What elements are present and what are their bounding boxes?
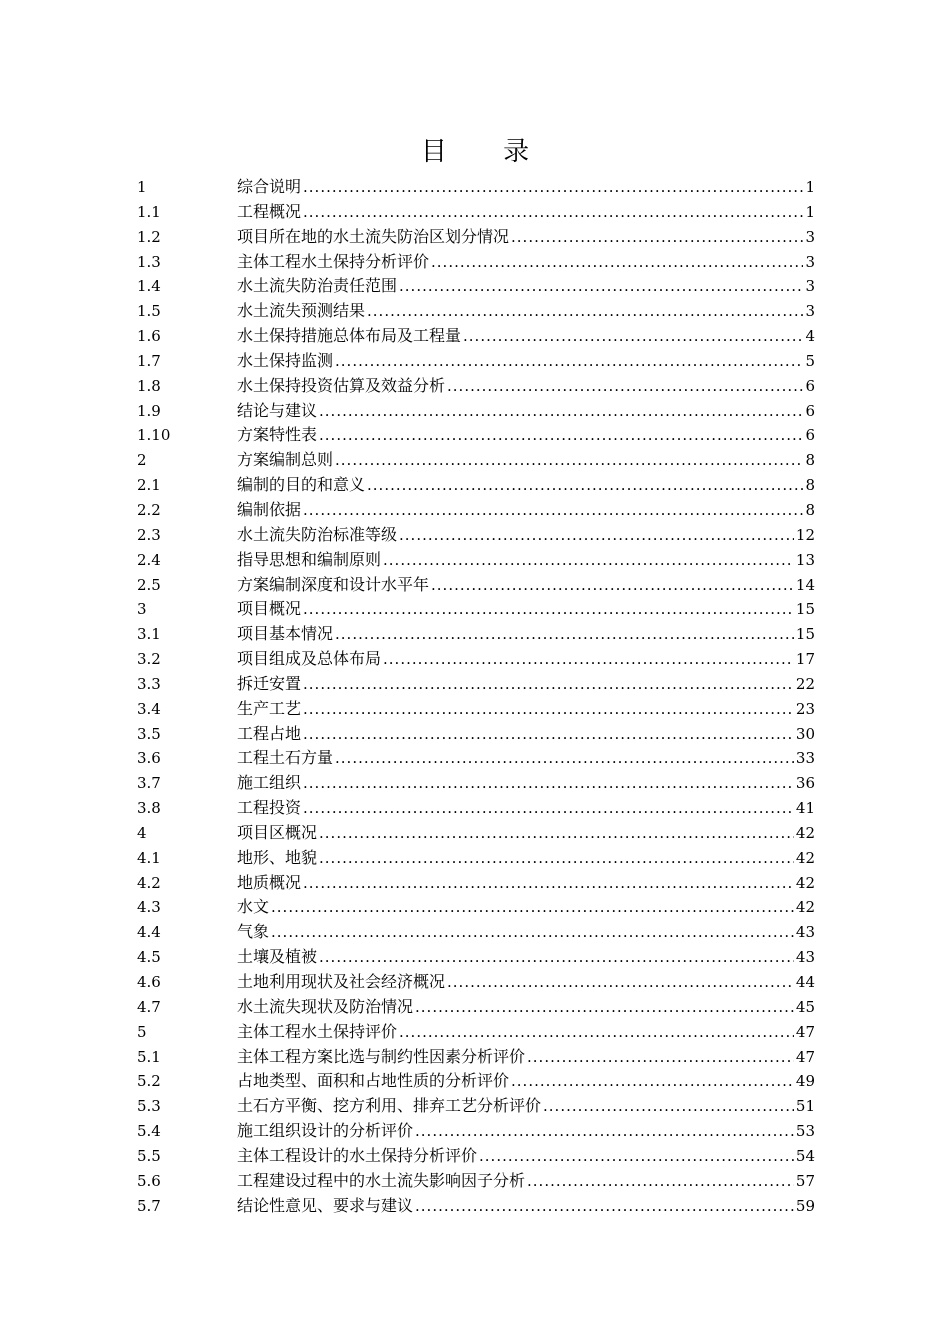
- toc-dot-leader: [543, 1094, 794, 1119]
- toc-entry[interactable]: [137, 1169, 815, 1194]
- toc-entry[interactable]: [137, 1194, 815, 1219]
- toc-entry-number: 5.7: [137, 1196, 161, 1215]
- toc-dot-leader: [431, 250, 803, 275]
- toc-entry-number: 2.3: [137, 525, 161, 544]
- toc-entry-number: 4: [137, 823, 147, 842]
- toc-entry[interactable]: [137, 523, 815, 548]
- toc-entry-number: 4.6: [137, 973, 161, 991]
- toc-entry-title: 水土流失防治标准等级: [237, 524, 398, 544]
- toc-entry-page-number: 15: [795, 600, 815, 619]
- toc-entry-title: 主体工程方案比选与制约性因素分析评价: [237, 1046, 526, 1066]
- toc-entry-number: 5.1: [137, 1047, 161, 1066]
- toc-entry[interactable]: [137, 423, 815, 448]
- toc-entry[interactable]: [137, 970, 815, 995]
- toc-dot-leader: [511, 1069, 794, 1094]
- toc-entry-title: 土壤及植被: [237, 947, 318, 967]
- toc-entry-number: 1.4: [137, 277, 161, 296]
- toc-entry[interactable]: [137, 473, 815, 498]
- toc-entry-title: 项目概况: [237, 599, 302, 619]
- toc-entry-page-number: 30: [795, 724, 815, 743]
- toc-entry-title: 土地利用现状及社会经济概况: [237, 972, 446, 991]
- toc-dot-leader: [303, 597, 794, 622]
- toc-entry-page-number: 54: [795, 1146, 815, 1165]
- toc-entry[interactable]: [137, 225, 815, 250]
- toc-entry-page-number: 49: [795, 1072, 815, 1091]
- toc-entry-title: 结论性意见、要求与建议: [237, 1195, 414, 1215]
- toc-dot-leader: [399, 523, 794, 548]
- toc-entry-number: 5.4: [137, 1122, 161, 1141]
- toc-entry-page-number: 3: [805, 277, 815, 296]
- toc-entry-page-number: 59: [795, 1196, 815, 1215]
- toc-dot-leader: [271, 920, 794, 945]
- toc-entry-number: 1.3: [137, 252, 161, 271]
- toc-entry-page-number: 4: [805, 327, 815, 346]
- toc-entry-page-number: 41: [795, 799, 815, 818]
- toc-entry-number: 1.7: [137, 351, 161, 370]
- toc-dot-leader: [383, 647, 794, 672]
- toc-entry-page-number: 8: [805, 476, 815, 495]
- toc-entry-page-number: 43: [795, 948, 815, 967]
- toc-dot-leader: [415, 995, 794, 1020]
- toc-dot-leader: [463, 324, 803, 349]
- toc-dot-leader: [367, 473, 803, 498]
- toc-entry-title: 施工组织设计的分析评价: [237, 1121, 414, 1141]
- toc-entry-title: 土石方平衡、挖方利用、排弃工艺分析评价: [237, 1096, 542, 1116]
- toc-entry-title: 拆迁安置: [237, 673, 302, 693]
- toc-entry[interactable]: [137, 1045, 815, 1070]
- toc-entry-number: 3.5: [137, 724, 161, 743]
- toc-entry[interactable]: [137, 1094, 815, 1119]
- toc-entry-number: 5.5: [137, 1146, 161, 1165]
- toc-entry-title: 水土流失现状及防治情况: [237, 996, 414, 1016]
- toc-dot-leader: [271, 895, 794, 920]
- toc-entry-page-number: 43: [795, 923, 815, 942]
- toc-entry-title: 地质概况: [237, 872, 302, 892]
- toc-entry-number: 4.5: [137, 948, 161, 967]
- toc-entry-title: 综合说明: [237, 177, 302, 196]
- toc-entry-page-number: 51: [795, 1097, 815, 1116]
- toc-entry-page-number: 1: [805, 178, 815, 196]
- toc-dot-leader: [511, 225, 803, 250]
- toc-entry-number: 3.3: [137, 674, 161, 693]
- toc-entry-number: 1.8: [137, 376, 161, 395]
- toc-entry-title: 气象: [237, 922, 270, 942]
- toc-entry-number: 3.8: [137, 799, 161, 818]
- toc-entry-page-number: 1: [805, 202, 815, 221]
- toc-entry-title: 地形、地貌: [237, 847, 318, 867]
- toc-entry-page-number: 6: [805, 376, 815, 395]
- toc-entry-page-number: 5: [805, 351, 815, 370]
- toc-entry[interactable]: [137, 771, 815, 796]
- toc-entry-number: 3.1: [137, 625, 161, 644]
- toc-entry[interactable]: [137, 796, 815, 821]
- toc-entry-page-number: 42: [795, 823, 815, 842]
- toc-dot-leader: [335, 746, 794, 771]
- toc-entry-page-number: 33: [795, 749, 815, 768]
- toc-dot-leader: [303, 771, 794, 796]
- toc-entry-page-number: 44: [795, 973, 815, 991]
- toc-entry-title: 水土流失防治责任范围: [237, 276, 398, 296]
- table-of-contents: [137, 175, 815, 1218]
- toc-entry[interactable]: [137, 1119, 815, 1144]
- toc-entry-number: 4.4: [137, 923, 161, 942]
- toc-entry-title: 项目基本情况: [237, 624, 334, 644]
- toc-entry-number: 3.7: [137, 774, 161, 793]
- toc-entry-title: 项目区概况: [237, 822, 318, 842]
- toc-dot-leader: [303, 871, 794, 896]
- toc-entry-number: 4.2: [137, 873, 161, 892]
- toc-dot-leader: [447, 374, 803, 399]
- toc-entry-number: 1.6: [137, 327, 161, 346]
- toc-entry-page-number: 3: [805, 227, 815, 246]
- toc-entry-page-number: 42: [795, 848, 815, 867]
- toc-entry-page-number: 6: [805, 401, 815, 420]
- toc-dot-leader: [383, 548, 794, 573]
- toc-entry-page-number: 45: [795, 997, 815, 1016]
- toc-dot-leader: [319, 399, 803, 424]
- toc-entry[interactable]: [137, 821, 815, 846]
- toc-entry-page-number: 47: [795, 1047, 815, 1066]
- toc-entry-title: 占地类型、面积和占地性质的分析评价: [237, 1071, 510, 1091]
- toc-entry[interactable]: [137, 1144, 815, 1169]
- toc-entry-title: 水土保持监测: [237, 350, 334, 370]
- toc-entry-title: 生产工艺: [237, 698, 302, 718]
- toc-entry-page-number: 57: [795, 1171, 815, 1190]
- toc-entry[interactable]: [137, 324, 815, 349]
- toc-entry[interactable]: [137, 945, 815, 970]
- toc-dot-leader: [399, 274, 803, 299]
- page-title: 目 录: [420, 137, 554, 167]
- toc-entry-title: 水土流失预测结果: [237, 301, 366, 321]
- toc-entry-number: 1: [137, 178, 147, 196]
- toc-dot-leader: [415, 1119, 794, 1144]
- toc-entry-title: 方案特性表: [237, 425, 318, 445]
- toc-entry[interactable]: [137, 200, 815, 225]
- toc-entry[interactable]: [137, 871, 815, 896]
- toc-entry-title: 水文: [237, 897, 270, 917]
- toc-entry-page-number: 8: [805, 451, 815, 470]
- toc-entry-page-number: 47: [795, 1022, 815, 1041]
- toc-entry-number: 1.5: [137, 302, 161, 321]
- toc-dot-leader: [319, 821, 794, 846]
- toc-dot-leader: [527, 1045, 794, 1070]
- toc-entry[interactable]: [137, 349, 815, 374]
- toc-entry-title: 结论与建议: [237, 400, 318, 420]
- toc-entry[interactable]: [137, 920, 815, 945]
- toc-entry[interactable]: [137, 448, 815, 473]
- toc-entry-number: 3: [137, 600, 147, 619]
- toc-dot-leader: [447, 970, 794, 995]
- toc-entry[interactable]: [137, 622, 815, 647]
- toc-entry-number: 2.4: [137, 550, 161, 569]
- toc-entry-page-number: 15: [795, 625, 815, 644]
- toc-dot-leader: [303, 722, 794, 747]
- toc-entry[interactable]: [137, 1020, 815, 1045]
- toc-dot-leader: [303, 672, 794, 697]
- toc-dot-leader: [367, 299, 803, 324]
- toc-entry-title: 水土保持投资估算及效益分析: [237, 375, 446, 395]
- toc-entry[interactable]: [137, 175, 815, 200]
- toc-entry-page-number: 23: [795, 699, 815, 718]
- toc-entry[interactable]: [137, 722, 815, 747]
- toc-entry-page-number: 12: [795, 525, 815, 544]
- toc-dot-leader: [303, 796, 794, 821]
- toc-entry-number: 3.4: [137, 699, 161, 718]
- toc-entry-page-number: 36: [795, 774, 815, 793]
- toc-entry-page-number: 3: [805, 252, 815, 271]
- toc-dot-leader: [319, 423, 803, 448]
- toc-entry-title: 水土保持措施总体布局及工程量: [237, 326, 462, 346]
- toc-dot-leader: [399, 1020, 794, 1045]
- toc-entry-title: 工程土石方量: [237, 748, 334, 768]
- toc-entry-number: 3.2: [137, 650, 161, 669]
- toc-entry-title: 主体工程设计的水土保持分析评价: [237, 1145, 478, 1165]
- toc-entry-title: 工程概况: [237, 201, 302, 221]
- toc-entry-title: 方案编制深度和设计水平年: [237, 574, 430, 594]
- toc-entry-number: 2.1: [137, 476, 161, 495]
- toc-entry-title: 指导思想和编制原则: [237, 549, 382, 569]
- toc-entry[interactable]: [137, 895, 815, 920]
- toc-dot-leader: [303, 175, 803, 200]
- toc-dot-leader: [303, 498, 803, 523]
- toc-dot-leader: [527, 1169, 794, 1194]
- toc-entry-number: 1.2: [137, 227, 161, 246]
- toc-entry[interactable]: [137, 697, 815, 722]
- toc-entry[interactable]: [137, 548, 815, 573]
- toc-entry-title: 主体工程水土保持分析评价: [237, 251, 430, 271]
- toc-entry-number: 5.2: [137, 1072, 161, 1091]
- toc-entry-title: 工程建设过程中的水土流失影响因子分析: [237, 1170, 526, 1190]
- toc-dot-leader: [479, 1144, 794, 1169]
- toc-entry[interactable]: [137, 250, 815, 275]
- toc-entry[interactable]: [137, 399, 815, 424]
- toc-entry[interactable]: [137, 299, 815, 324]
- toc-entry-title: 编制的目的和意义: [237, 475, 366, 495]
- toc-entry-page-number: 6: [805, 426, 815, 445]
- toc-entry-title: 工程投资: [237, 798, 302, 818]
- toc-entry[interactable]: [137, 1069, 815, 1094]
- toc-entry-number: 1.10: [137, 426, 171, 445]
- toc-entry-page-number: 53: [795, 1122, 815, 1141]
- toc-entry[interactable]: [137, 647, 815, 672]
- toc-entry-number: 4.3: [137, 898, 161, 917]
- toc-entry[interactable]: [137, 274, 815, 299]
- toc-entry-title: 项目所在地的水土流失防治区划分情况: [237, 226, 510, 246]
- toc-entry-number: 3.6: [137, 749, 161, 768]
- toc-entry[interactable]: [137, 995, 815, 1020]
- toc-entry-page-number: 14: [795, 575, 815, 594]
- toc-entry[interactable]: [137, 573, 815, 598]
- toc-entry-title: 工程占地: [237, 723, 302, 743]
- toc-entry-page-number: 3: [805, 302, 815, 321]
- toc-dot-leader: [415, 1194, 794, 1219]
- toc-entry-title: 施工组织: [237, 773, 302, 793]
- toc-dot-leader: [319, 945, 794, 970]
- toc-entry-number: 2.5: [137, 575, 161, 594]
- toc-dot-leader: [335, 448, 803, 473]
- toc-entry[interactable]: [137, 672, 815, 697]
- toc-entry-number: 5: [137, 1022, 147, 1041]
- toc-dot-leader: [303, 200, 803, 225]
- toc-entry-page-number: 42: [795, 898, 815, 917]
- toc-dot-leader: [319, 846, 794, 871]
- toc-dot-leader: [335, 622, 794, 647]
- toc-entry-page-number: 8: [805, 500, 815, 519]
- toc-entry-number: 2.2: [137, 500, 161, 519]
- toc-entry-number: 1.9: [137, 401, 161, 420]
- toc-dot-leader: [303, 697, 794, 722]
- toc-entry[interactable]: [137, 746, 815, 771]
- toc-entry-number: 4.7: [137, 997, 161, 1016]
- toc-entry-number: 5.3: [137, 1097, 161, 1116]
- toc-entry[interactable]: [137, 498, 815, 523]
- toc-entry[interactable]: [137, 597, 815, 622]
- toc-entry-title: 编制依据: [237, 499, 302, 519]
- toc-entry-number: 2: [137, 451, 147, 470]
- toc-entry-page-number: 22: [795, 674, 815, 693]
- toc-entry-title: 方案编制总则: [237, 450, 334, 470]
- toc-entry-number: 1.1: [137, 202, 161, 221]
- toc-entry-page-number: 13: [795, 550, 815, 569]
- toc-entry-title: 主体工程水土保持评价: [237, 1021, 398, 1041]
- toc-entry-page-number: 17: [795, 650, 815, 669]
- toc-dot-leader: [335, 349, 803, 374]
- toc-entry[interactable]: [137, 846, 815, 871]
- toc-entry-page-number: 42: [795, 873, 815, 892]
- toc-entry-number: 4.1: [137, 848, 161, 867]
- toc-dot-leader: [431, 573, 794, 598]
- toc-entry[interactable]: [137, 374, 815, 399]
- toc-entry-number: 5.6: [137, 1171, 161, 1190]
- toc-entry-title: 项目组成及总体布局: [237, 649, 382, 669]
